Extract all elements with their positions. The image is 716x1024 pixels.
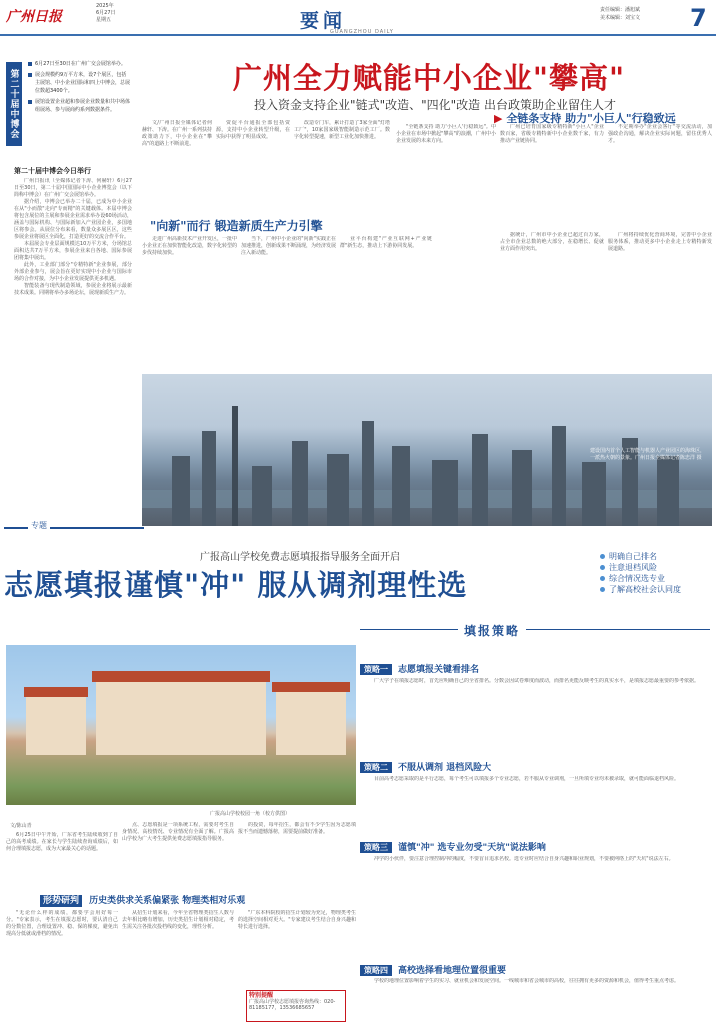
main-headline: 广州全力赋能中小企业"攀高": [232, 61, 626, 95]
building-shape: [472, 434, 488, 526]
sidebar-article-title: 第二十届中博会今日举行: [14, 167, 91, 175]
article-column: 资促平台通报全部包括资源，支持中小企业转型升级，在实际中获得了明显成效。: [216, 120, 290, 140]
article-column: 当下，广州中小企业的"向新"实践正在加速推进，创新成果不断涌现，为经济发展注入新动能。: [241, 236, 336, 256]
building-shape: [96, 680, 266, 755]
dot-bullet-icon: [600, 554, 605, 559]
main-subheadline: 投入资金支持企业"链式"改造、"四化"改造 出台政策助企业留住人才: [254, 98, 616, 112]
box-title: 特别提醒: [249, 992, 274, 999]
building-shape: [252, 466, 272, 526]
article-column: 不定期举办"企业会客厅"等交流活动，加强政企沟通，解决企业实际问题，留住优秀人才。: [608, 124, 712, 144]
sidebar-tag: 第二十届中博会: [6, 62, 22, 146]
sidebar-bullets: [28, 60, 130, 117]
tips-list: [600, 551, 681, 595]
box-text: 广报高山学校志愿填报咨询热线：020-81185177，13536685657: [249, 999, 336, 1011]
school-photo-caption: 广报高山学校校园一角（校方供图）: [210, 811, 291, 817]
byline: 文/陈山青: [10, 823, 32, 829]
strategy-1-title: 策略一 志愿填报关键看排名: [360, 662, 479, 675]
building-shape: [512, 450, 532, 526]
strategy-2-title: 策略二 不服从调剂 退档风险大: [360, 760, 491, 773]
square-bullet-icon: [28, 62, 32, 66]
building-shape: [552, 426, 566, 526]
tip-item: 了解高校社会认同度: [600, 584, 681, 595]
strategy-title: 填报策略: [458, 622, 526, 639]
tip-item: 综合情况选专业: [600, 573, 681, 584]
strategy-divider: [360, 629, 710, 630]
lower-headline: 志愿填报谨慎"冲" 服从调剂理性选: [4, 568, 468, 602]
bullet-item: 6月27日至30日在广州广交会展馆举办。: [28, 60, 130, 68]
building-shape: [582, 462, 606, 526]
building-shape: [276, 690, 346, 755]
arrow-icon: ▶: [494, 112, 503, 125]
article-column: 广州已培育国家级专精特新"小巨人"企业数百家，省级专精特新中小企业数千家，有力推动产业链协同。: [500, 124, 604, 144]
section-subhead-left: "向新"而行 锻造新质生产力引擎: [150, 219, 323, 233]
article-column: 据统计，广州市中小企业已超过百万家，占全市企业总数的绝大部分，在稳增长、促就业方面作用突出。: [500, 232, 604, 252]
dot-bullet-icon: [600, 587, 605, 592]
building-shape: [432, 460, 458, 526]
roof-shape: [24, 687, 88, 697]
page-number: 7: [690, 4, 707, 32]
subhead-kicker: 形势研判: [40, 895, 82, 907]
tower-shape: [232, 406, 238, 526]
building-shape: [657, 456, 679, 526]
roof-shape: [92, 671, 270, 682]
building-shape: [327, 454, 349, 526]
building-shape: [362, 421, 374, 526]
tip-item: 注意退档风险: [600, 562, 681, 573]
article-column: "无论什么样的成绩，都要学会用好每一分。"专家表示，考生在填报志愿时，要认清自己的分数位置，合理设置冲、稳、保的梯度，避免出现高分低就或滑档的情况。: [6, 910, 118, 937]
article-column: "广东本科院校的招生计划较为充足，物理类考生的选择空间相对更大。"专家建议考生结合自身兴趣和特长进行选择。: [238, 910, 356, 930]
section-title: 要闻: [300, 10, 347, 32]
lower-kicker: 广报高山学校免费志愿填报指导服务全面开启: [200, 552, 400, 563]
masthead: [0, 0, 716, 36]
tip-item: 明确自己排名: [600, 551, 681, 562]
topic-label: 专题: [28, 520, 50, 531]
building-shape: [202, 431, 216, 526]
newspaper-logo: 广州日报: [6, 9, 62, 25]
school-campus-photo: [6, 645, 356, 805]
section-subtitle: GUANGZHOU DAILY: [330, 29, 394, 35]
special-reminder-box: [246, 990, 346, 1022]
bullet-item: 展馆设置企业超和参展企业数量和共中场体组展场、参与展商约系列数据条件。: [28, 98, 130, 114]
section-subhead-right: ▶ 全链条支持 助力"小巨人"行稳致远: [494, 112, 676, 125]
article-column: 点、志愿填报是一项系统工程，需要对考生自身情况、高校情况、专业情况有全面了解。广报高山学校为广大考生提供免费志愿填报指导服务。: [122, 822, 234, 842]
strategy-3-title: 策略三 谨慎"冲" 选专业勿受"天坑"说法影响: [360, 840, 546, 853]
article-column: "全链条支持 助力'小巨人'行稳致远"。中小企业在市场中掀起"攀高"的浪潮，广州中小企业发展的未来方向。: [396, 124, 496, 144]
issue-date: 2025年 6月27日 星期五: [96, 3, 116, 23]
article-column: 的投资，每年招生，都会有不少学生因为志愿填报不当而遗憾落榜，需要提前做好准备。: [238, 822, 356, 835]
article-column: 走进广州高新技术产业开发区，一批中小企业正在加快智能化改造，数字化转型的步伐持续加快。: [142, 236, 237, 256]
building-shape: [26, 695, 86, 755]
square-bullet-icon: [28, 100, 32, 104]
sidebar-article-body: 广州日报讯（全媒体记者下涛、何赫轩）6月27日至30日，第二十届中国国际中小企业博览会（以下简称中博会）在广州广交会展馆举办。 据介绍，中博会已举办二十届，已成为中小企业在从"小而散"走向"专而精"的关键载体。本届中博会将包含展位的主展和参展企业需求举办设60场活动，涵盖与国际机构、与国际新加入产业园企业，多国地区将参会。从展位分布来看，数量众多展区区，这些参展企业将展区全面化，打造更好的交流合作平台。 本届展会专业层面规模达10万平方米，分场馆总面积达共7万平方米，参展企业来自各地、国际参展团将集中展出。 此外，工业部门部分"专精特新"企业参展，部分外部企业参与，展会旨在更好实现中小企业与国际市场的合作对接，为中小企业发展提供更多机遇。 智能装备与现代制造领域，参展企业将展示最新技术成果。同期将举办多场论坛，展现新质生产力。: [14, 178, 132, 296]
lower-subhead: 形势研判 历史类供求关系偏紧张 物理类相对乐观: [40, 893, 245, 906]
strategy-2-body: 目前高考志愿采取的是平行志愿，每个考生可以填报多个专业志愿，若不服从专业调剂，一旦所填专业均未被录取，就可能面临退档风险。: [374, 776, 680, 782]
article-column: 业平台构建"产业互联网+产业链群"新生态，推动上下游协同发展。: [340, 236, 432, 249]
building-shape: [392, 446, 410, 526]
dot-bullet-icon: [600, 576, 605, 581]
bullet-item: 展会规模约9万平方米，设7个展区，包括主展馆、中小企业国际和四上中博会，总展位数超3400个。: [28, 71, 130, 95]
building-shape: [292, 441, 308, 526]
building-shape: [172, 456, 190, 526]
article-column: 6月25日中午开始，广东省考生陆续收到了自己的高考成绩。在家长与学生陆续查询成绩后，如何合理填报志愿，成为大家最关心的话题。: [6, 832, 118, 852]
article-column: 文/广州日报全媒体记者何赫轩、下涛。在广州一系列扶持政策助力下，中小企业在"攀高"的道路上不断前进。: [142, 120, 212, 147]
square-bullet-icon: [28, 73, 32, 77]
photo-caption: 建设国内首个人工智能与机器人产业园区的海珠区，一派热火朝的景象。广州日报全媒体记者陈忠洋 摄: [590, 448, 706, 461]
editor-credits: 责任编辑：潘旭斌 美术编辑：刘宝文: [600, 7, 641, 21]
strategy-4-body: 学校的地理位置影响着学生的实习、就业机会和发展空间。一线城市和省会城市的高校，往往拥有更多的资源和机会，值得考生重点考虑。: [374, 978, 680, 984]
article-column: 广州将持续优化营商环境，完善中小企业服务体系，推动更多中小企业走上专精特新发展道路。: [608, 232, 712, 252]
strategy-3-body: 冲学的小伙伴，要注意合理控制冲的幅度，不要盲目追求名校。选专业时应结合自身兴趣和职业规划，不要被网络上的"天坑"说法左右。: [374, 856, 674, 862]
article-column: 改造专门车，累计打造了3家全面"灯塔工厂"，10家国家级智能制造示范工厂。数字化转型提速，新型工业化加快推进。: [294, 120, 390, 140]
topic-divider: [4, 527, 144, 529]
roof-shape: [272, 682, 350, 692]
strategy-4-title: 策略四 高校选择看地理位置很重要: [360, 963, 506, 976]
dot-bullet-icon: [600, 565, 605, 570]
strategy-1-body: 广大学子在填报志愿时，首先应明确自己的全省排名。分数会因试卷难度而波动，而排名更能反映考生的真实水平，是填报志愿最重要的参考依据。: [374, 678, 700, 684]
article-column: 从招生计划来看，今年全省物理类招生人数与去年相比略有增加，历史类招生计划相对稳定，考生需关注各批次投档线的变化，理性分析。: [122, 910, 234, 930]
